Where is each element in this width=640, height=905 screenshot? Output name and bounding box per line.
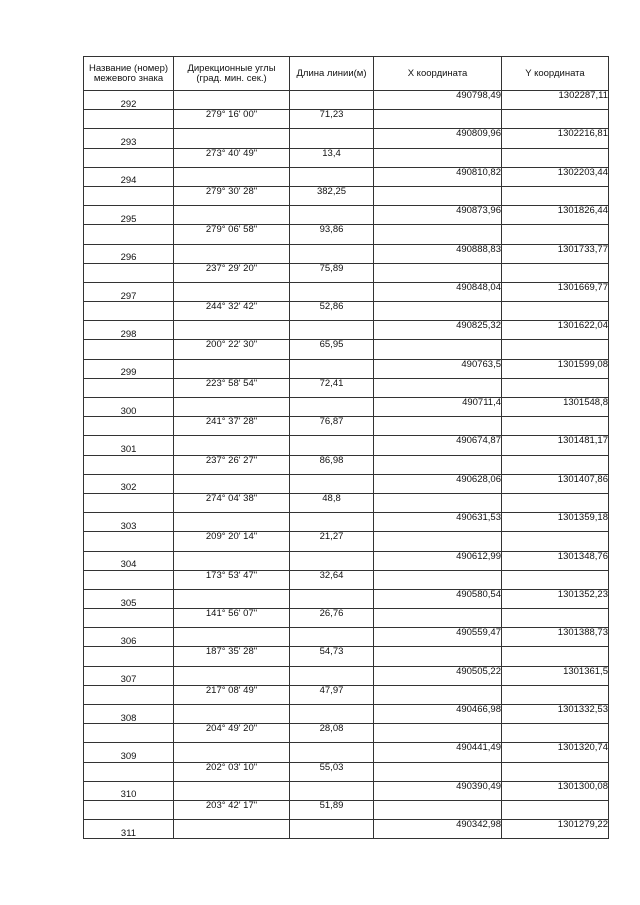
segment-row: [84, 724, 609, 743]
empty-cell: [174, 820, 290, 839]
line-length: 52,86: [290, 302, 374, 321]
empty-cell: [374, 800, 502, 819]
y-coordinate: 1301361,5: [502, 666, 609, 685]
empty-cell: [374, 570, 502, 589]
y-coordinate: 1302287,11: [502, 91, 609, 110]
table-header-row: [84, 57, 609, 91]
empty-cell: [374, 455, 502, 474]
segment-row: [84, 186, 609, 205]
empty-cell: [502, 609, 609, 628]
empty-cell: [290, 129, 374, 148]
empty-cell: [502, 186, 609, 205]
point-row: [84, 628, 609, 647]
empty-cell: [174, 705, 290, 724]
direction-angle: 237° 29' 20": [174, 263, 290, 282]
point-name: 299: [84, 359, 174, 378]
direction-angle: 217° 08' 49": [174, 685, 290, 704]
empty-cell: [84, 724, 174, 743]
direction-angle: 200° 22' 30": [174, 340, 290, 359]
segment-row: [84, 762, 609, 781]
point-name: 309: [84, 743, 174, 762]
empty-cell: [502, 455, 609, 474]
segment-row: [84, 417, 609, 436]
point-name: 303: [84, 513, 174, 532]
empty-cell: [374, 148, 502, 167]
line-length: 382,25: [290, 186, 374, 205]
empty-cell: [502, 647, 609, 666]
empty-cell: [502, 225, 609, 244]
empty-cell: [174, 206, 290, 225]
boundary-coordinates-table: [83, 56, 609, 839]
empty-cell: [502, 724, 609, 743]
empty-cell: [84, 148, 174, 167]
empty-cell: [174, 781, 290, 800]
direction-angle: 279° 06' 58": [174, 225, 290, 244]
direction-angle: 223° 58' 54": [174, 378, 290, 397]
point-row: [84, 167, 609, 186]
empty-cell: [374, 340, 502, 359]
line-length: 76,87: [290, 417, 374, 436]
x-coordinate: 490810,82: [374, 167, 502, 186]
direction-angle: 141° 56' 07": [174, 609, 290, 628]
table-body: [84, 91, 609, 839]
empty-cell: [290, 666, 374, 685]
empty-cell: [84, 493, 174, 512]
direction-angle: 279° 16' 00": [174, 110, 290, 129]
empty-cell: [290, 628, 374, 647]
y-coordinate: 1301359,18: [502, 513, 609, 532]
empty-cell: [290, 513, 374, 532]
x-coordinate: 490763,5: [374, 359, 502, 378]
x-coordinate: 490628,06: [374, 474, 502, 493]
segment-row: [84, 225, 609, 244]
empty-cell: [174, 474, 290, 493]
empty-cell: [84, 685, 174, 704]
point-name: 306: [84, 628, 174, 647]
empty-cell: [290, 820, 374, 839]
x-coordinate: 490441,49: [374, 743, 502, 762]
empty-cell: [174, 436, 290, 455]
empty-cell: [84, 186, 174, 205]
x-coordinate: 490674,87: [374, 436, 502, 455]
empty-cell: [290, 705, 374, 724]
line-length: 86,98: [290, 455, 374, 474]
point-name: 295: [84, 206, 174, 225]
direction-angle: 273° 40' 49": [174, 148, 290, 167]
empty-cell: [374, 532, 502, 551]
y-coordinate: 1301300,08: [502, 781, 609, 800]
segment-row: [84, 800, 609, 819]
empty-cell: [174, 91, 290, 110]
y-coordinate: 1301548,8: [502, 398, 609, 417]
y-coordinate: 1301332,53: [502, 705, 609, 724]
y-coordinate: 1301733,77: [502, 244, 609, 263]
point-row: [84, 589, 609, 608]
empty-cell: [174, 167, 290, 186]
empty-cell: [374, 493, 502, 512]
segment-row: [84, 609, 609, 628]
header-name: Название (номер) межевого знака: [84, 57, 174, 91]
direction-angle: 209° 20' 14": [174, 532, 290, 551]
point-row: [84, 282, 609, 301]
empty-cell: [84, 110, 174, 129]
empty-cell: [374, 609, 502, 628]
empty-cell: [84, 225, 174, 244]
segment-row: [84, 647, 609, 666]
empty-cell: [374, 647, 502, 666]
empty-cell: [174, 551, 290, 570]
empty-cell: [174, 513, 290, 532]
point-row: [84, 551, 609, 570]
point-name: 308: [84, 705, 174, 724]
y-coordinate: 1301407,86: [502, 474, 609, 493]
y-coordinate: 1301320,74: [502, 743, 609, 762]
line-length: 72,41: [290, 378, 374, 397]
y-coordinate: 1301622,04: [502, 321, 609, 340]
empty-cell: [84, 762, 174, 781]
empty-cell: [84, 378, 174, 397]
y-coordinate: 1302203,44: [502, 167, 609, 186]
x-coordinate: 490466,98: [374, 705, 502, 724]
direction-angle: 202° 03' 10": [174, 762, 290, 781]
y-coordinate: 1301826,44: [502, 206, 609, 225]
empty-cell: [374, 762, 502, 781]
line-length: 28,08: [290, 724, 374, 743]
x-coordinate: 490711,4: [374, 398, 502, 417]
direction-angle: 204° 49' 20": [174, 724, 290, 743]
point-name: 296: [84, 244, 174, 263]
point-name: 293: [84, 129, 174, 148]
empty-cell: [374, 110, 502, 129]
line-length: 71,23: [290, 110, 374, 129]
point-name: 297: [84, 282, 174, 301]
y-coordinate: 1301348,76: [502, 551, 609, 570]
empty-cell: [84, 263, 174, 282]
empty-cell: [174, 321, 290, 340]
empty-cell: [174, 244, 290, 263]
empty-cell: [502, 570, 609, 589]
empty-cell: [502, 493, 609, 512]
empty-cell: [290, 474, 374, 493]
line-length: 55,03: [290, 762, 374, 781]
y-coordinate: 1301352,23: [502, 589, 609, 608]
point-row: [84, 91, 609, 110]
empty-cell: [502, 800, 609, 819]
point-row: [84, 398, 609, 417]
direction-angle: 244° 32' 42": [174, 302, 290, 321]
x-coordinate: 490873,96: [374, 206, 502, 225]
point-name: 301: [84, 436, 174, 455]
point-row: [84, 666, 609, 685]
line-length: 93,86: [290, 225, 374, 244]
point-name: 294: [84, 167, 174, 186]
empty-cell: [174, 628, 290, 647]
x-coordinate: 490342,98: [374, 820, 502, 839]
empty-cell: [84, 532, 174, 551]
empty-cell: [290, 781, 374, 800]
empty-cell: [174, 129, 290, 148]
empty-cell: [290, 743, 374, 762]
y-coordinate: 1301481,17: [502, 436, 609, 455]
x-coordinate: 490580,54: [374, 589, 502, 608]
point-row: [84, 359, 609, 378]
empty-cell: [502, 762, 609, 781]
line-length: 32,64: [290, 570, 374, 589]
header-x: X координата: [374, 57, 502, 91]
point-row: [84, 513, 609, 532]
point-name: 307: [84, 666, 174, 685]
point-row: [84, 244, 609, 263]
line-length: 51,89: [290, 800, 374, 819]
empty-cell: [84, 647, 174, 666]
empty-cell: [374, 417, 502, 436]
y-coordinate: 1302216,81: [502, 129, 609, 148]
x-coordinate: 490888,83: [374, 244, 502, 263]
line-length: 54,73: [290, 647, 374, 666]
direction-angle: 173° 53' 47": [174, 570, 290, 589]
y-coordinate: 1301279,22: [502, 820, 609, 839]
empty-cell: [374, 724, 502, 743]
empty-cell: [502, 340, 609, 359]
segment-row: [84, 148, 609, 167]
segment-row: [84, 532, 609, 551]
x-coordinate: 490809,96: [374, 129, 502, 148]
y-coordinate: 1301599,08: [502, 359, 609, 378]
direction-angle: 274° 04' 38": [174, 493, 290, 512]
direction-angle: 187° 35' 28": [174, 647, 290, 666]
x-coordinate: 490390,49: [374, 781, 502, 800]
point-row: [84, 436, 609, 455]
segment-row: [84, 570, 609, 589]
empty-cell: [502, 417, 609, 436]
line-length: 13,4: [290, 148, 374, 167]
empty-cell: [374, 685, 502, 704]
line-length: 48,8: [290, 493, 374, 512]
empty-cell: [502, 532, 609, 551]
point-name: 300: [84, 398, 174, 417]
point-name: 298: [84, 321, 174, 340]
empty-cell: [174, 743, 290, 762]
segment-row: [84, 340, 609, 359]
point-name: 305: [84, 589, 174, 608]
empty-cell: [174, 398, 290, 417]
empty-cell: [374, 225, 502, 244]
x-coordinate: 490798,49: [374, 91, 502, 110]
header-angle: Дирекционные углы (град. мин. сек.): [174, 57, 290, 91]
empty-cell: [290, 589, 374, 608]
empty-cell: [174, 666, 290, 685]
empty-cell: [290, 282, 374, 301]
point-row: [84, 129, 609, 148]
line-length: 21,27: [290, 532, 374, 551]
x-coordinate: 490848,04: [374, 282, 502, 301]
point-row: [84, 820, 609, 839]
empty-cell: [290, 551, 374, 570]
segment-row: [84, 455, 609, 474]
empty-cell: [374, 263, 502, 282]
empty-cell: [290, 206, 374, 225]
line-length: 47,97: [290, 685, 374, 704]
segment-row: [84, 302, 609, 321]
direction-angle: 279° 30' 28": [174, 186, 290, 205]
direction-angle: 203° 42' 17": [174, 800, 290, 819]
header-y: Y координата: [502, 57, 609, 91]
empty-cell: [290, 321, 374, 340]
point-row: [84, 781, 609, 800]
x-coordinate: 490505,22: [374, 666, 502, 685]
line-length: 75,89: [290, 263, 374, 282]
point-row: [84, 705, 609, 724]
empty-cell: [374, 302, 502, 321]
segment-row: [84, 110, 609, 129]
empty-cell: [502, 110, 609, 129]
empty-cell: [84, 800, 174, 819]
header-length: Длина линии(м): [290, 57, 374, 91]
empty-cell: [290, 398, 374, 417]
point-name: 302: [84, 474, 174, 493]
empty-cell: [174, 282, 290, 301]
direction-angle: 241° 37' 28": [174, 417, 290, 436]
empty-cell: [290, 91, 374, 110]
direction-angle: 237° 26' 27": [174, 455, 290, 474]
segment-row: [84, 378, 609, 397]
empty-cell: [502, 302, 609, 321]
empty-cell: [290, 359, 374, 378]
x-coordinate: 490631,53: [374, 513, 502, 532]
empty-cell: [84, 302, 174, 321]
x-coordinate: 490612,99: [374, 551, 502, 570]
empty-cell: [502, 685, 609, 704]
segment-row: [84, 493, 609, 512]
point-row: [84, 743, 609, 762]
line-length: 26,76: [290, 609, 374, 628]
segment-row: [84, 263, 609, 282]
empty-cell: [502, 378, 609, 397]
segment-row: [84, 685, 609, 704]
point-name: 292: [84, 91, 174, 110]
point-row: [84, 206, 609, 225]
empty-cell: [174, 359, 290, 378]
x-coordinate: 490559,47: [374, 628, 502, 647]
empty-cell: [174, 589, 290, 608]
line-length: 65,95: [290, 340, 374, 359]
empty-cell: [84, 340, 174, 359]
empty-cell: [84, 609, 174, 628]
empty-cell: [374, 378, 502, 397]
point-name: 310: [84, 781, 174, 800]
y-coordinate: 1301669,77: [502, 282, 609, 301]
empty-cell: [502, 263, 609, 282]
empty-cell: [290, 436, 374, 455]
x-coordinate: 490825,32: [374, 321, 502, 340]
point-row: [84, 321, 609, 340]
point-name: 311: [84, 820, 174, 839]
y-coordinate: 1301388,73: [502, 628, 609, 647]
empty-cell: [502, 148, 609, 167]
empty-cell: [290, 244, 374, 263]
empty-cell: [290, 167, 374, 186]
point-name: 304: [84, 551, 174, 570]
empty-cell: [84, 417, 174, 436]
empty-cell: [374, 186, 502, 205]
empty-cell: [84, 455, 174, 474]
point-row: [84, 474, 609, 493]
empty-cell: [84, 570, 174, 589]
